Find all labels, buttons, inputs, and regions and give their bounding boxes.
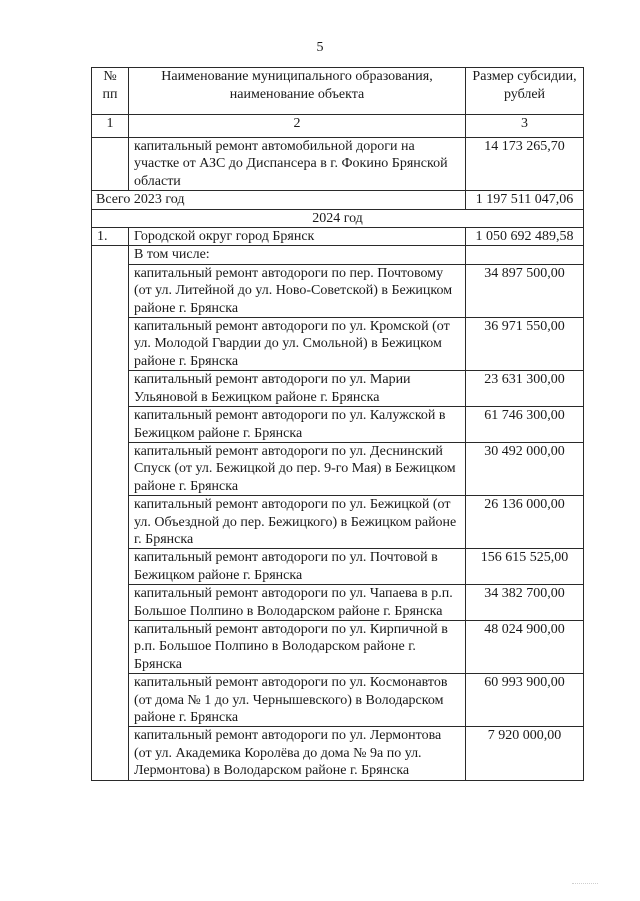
object-name: капитальный ремонт автодороги по ул. Космонавтов (от дома № 1 до ул. Чернышевского) в Володарском районе г. Брянска	[129, 674, 466, 727]
bryansk-name: Городской округ город Брянск	[129, 228, 466, 246]
table-row	[92, 371, 584, 407]
table-row	[92, 264, 584, 317]
table-row	[92, 549, 584, 585]
object-amount: 26 136 000,00	[466, 496, 584, 549]
header-amount: Размер субсидии, рублей	[466, 68, 584, 115]
page-number: 5	[316, 40, 324, 55]
object-amount: 23 631 300,00	[466, 371, 584, 407]
object-amount: 14 173 265,70	[466, 138, 584, 191]
table-row	[92, 674, 584, 727]
scan-mark	[572, 883, 598, 889]
object-amount: 156 615 525,00	[466, 549, 584, 585]
including-label: В том числе:	[129, 246, 466, 264]
object-name: капитальный ремонт автодороги по ул. Марии Ульяновой в Бежицком районе г. Брянска	[129, 371, 466, 407]
bryansk-row	[92, 228, 584, 246]
object-amount: 7 920 000,00	[466, 727, 584, 780]
object-amount: 61 746 300,00	[466, 407, 584, 443]
total-2023-row	[92, 191, 584, 209]
table-row	[92, 407, 584, 443]
object-name: капитальный ремонт автодороги по ул. Почтовой в Бежицком районе г. Брянска	[129, 549, 466, 585]
object-amount: 34 897 500,00	[466, 264, 584, 317]
object-name: капитальный ремонт автодороги по ул. Лермонтова (от ул. Академика Королёва до дома № 9а по ул. Лермонтова) в Володарском районе г. Брянска	[129, 727, 466, 780]
column-number-3: 3	[466, 115, 584, 138]
object-amount: 36 971 550,00	[466, 318, 584, 371]
table-row	[92, 496, 584, 549]
empty-amount-cell	[466, 246, 584, 264]
object-amount: 60 993 900,00	[466, 674, 584, 727]
year-2024-heading: 2024 год	[92, 209, 584, 227]
column-numbers-row	[92, 115, 584, 138]
object-amount: 34 382 700,00	[466, 585, 584, 621]
table-row	[92, 620, 584, 673]
object-amount: 30 492 000,00	[466, 442, 584, 495]
column-number-2: 2	[129, 115, 466, 138]
table-row	[92, 138, 584, 191]
object-name: капитальный ремонт автодороги по ул. Кирпичной в р.п. Большое Полпино в Володарском районе г. Брянска	[129, 620, 466, 673]
year-2024-row	[92, 209, 584, 227]
subsidy-table	[91, 67, 584, 781]
table-header-row	[92, 68, 584, 115]
column-number-1: 1	[92, 115, 129, 138]
table-row	[92, 442, 584, 495]
row-number-cell	[92, 138, 129, 191]
row-number-cell	[92, 246, 129, 780]
object-name: капитальный ремонт автодороги по ул. Бежицкой (от ул. Объездной до пер. Бежицкого) в Бежицком районе г. Брянска	[129, 496, 466, 549]
bryansk-number: 1.	[92, 228, 129, 246]
object-name: капитальный ремонт автодороги по ул. Деснинский Спуск (от ул. Бежицкой до пер. 9-го Мая) в Бежицком районе г. Брянска	[129, 442, 466, 495]
total-2023-amount: 1 197 511 047,06	[466, 191, 584, 209]
object-name: капитальный ремонт автодороги по пер. Почтовому (от ул. Литейной до ул. Ново-Советской) в Бежицком районе г. Брянска	[129, 264, 466, 317]
object-name: капитальный ремонт автодороги по ул. Кромской (от ул. Молодой Гвардии до ул. Смольной) в Бежицком районе г. Брянска	[129, 318, 466, 371]
header-num: № пп	[92, 68, 129, 115]
object-amount: 48 024 900,00	[466, 620, 584, 673]
object-name: капитальный ремонт автодороги по ул. Калужской в Бежицком районе г. Брянска	[129, 407, 466, 443]
bryansk-amount: 1 050 692 489,58	[466, 228, 584, 246]
object-name: капитальный ремонт автодороги по ул. Чапаева в р.п. Большое Полпино в Володарском районе г. Брянска	[129, 585, 466, 621]
table-row	[92, 727, 584, 780]
header-name: Наименование муниципального образования, наименование объекта	[129, 68, 466, 115]
total-2023-label: Всего 2023 год	[92, 191, 466, 209]
table-row	[92, 318, 584, 371]
table-row	[92, 585, 584, 621]
including-row	[92, 246, 584, 264]
object-name: капитальный ремонт автомобильной дороги на участке от АЗС до Диспансера в г. Фокино Брянской области	[129, 138, 466, 191]
